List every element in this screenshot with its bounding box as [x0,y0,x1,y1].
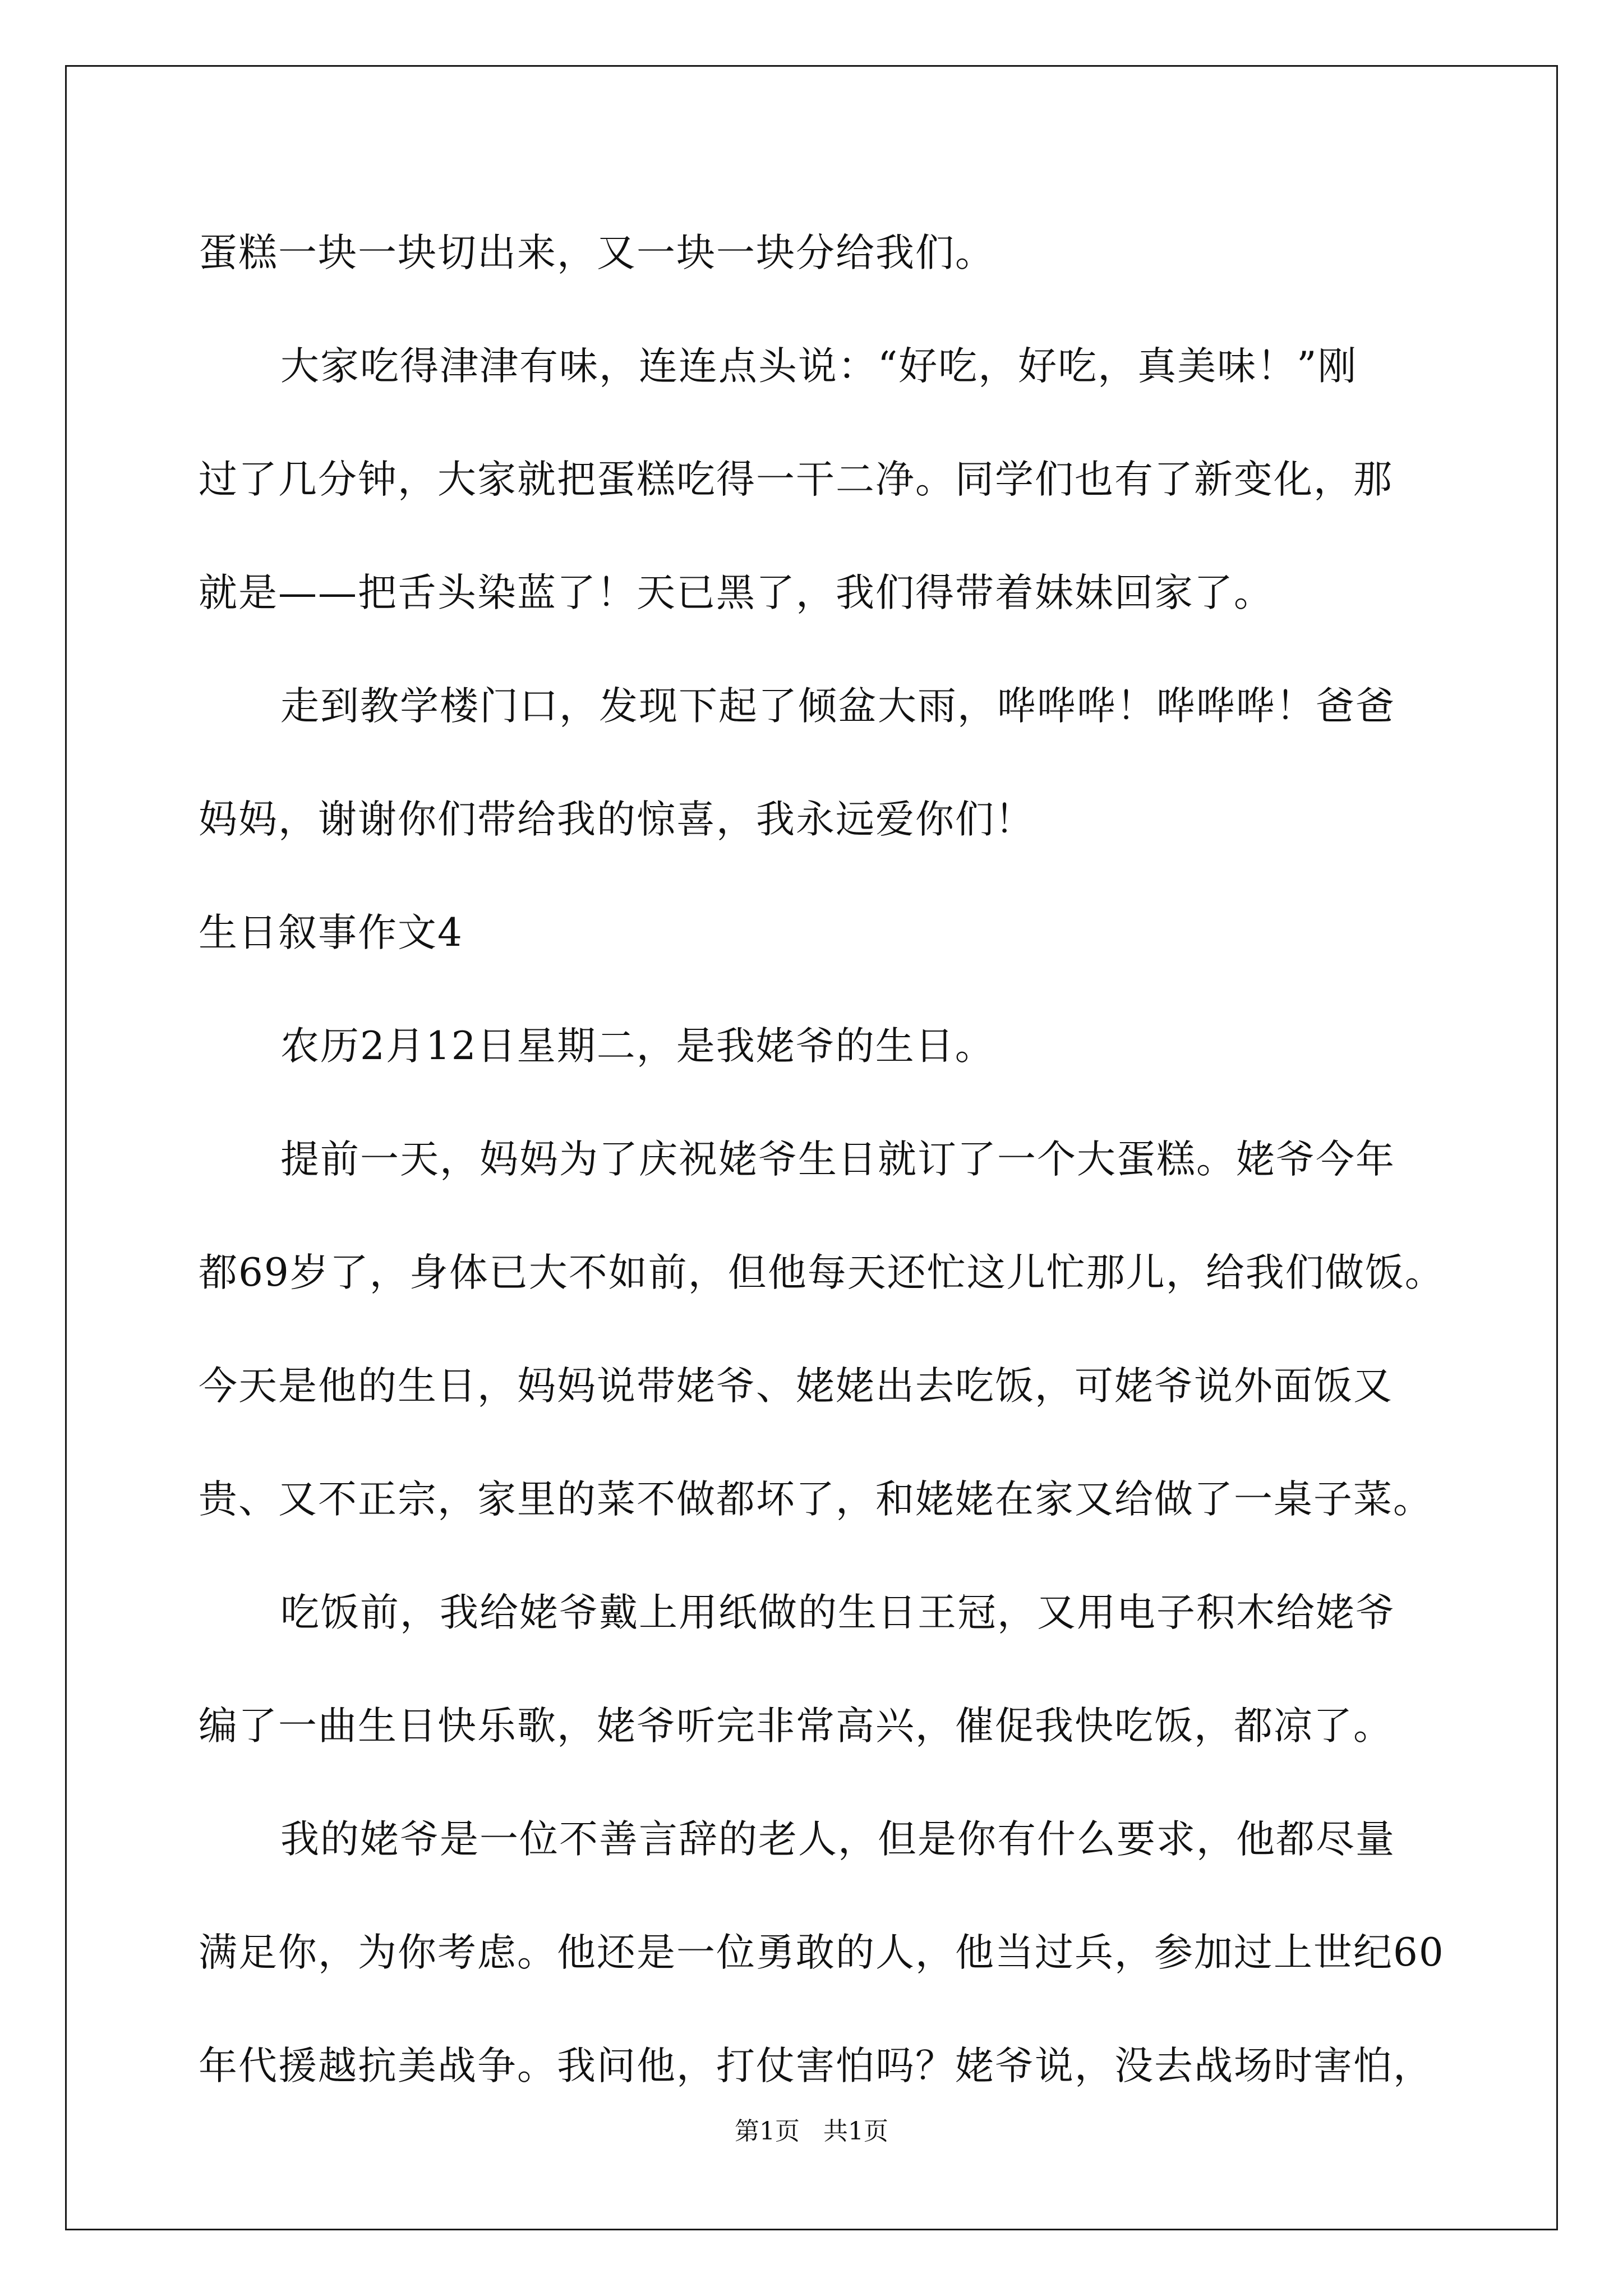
paragraph-line: 吃饭前，我给姥爷戴上用纸做的生日王冠，又用电子积木给姥爷 [280,1590,1395,1635]
paragraph-line: 妈妈，谢谢你们带给我的惊喜，我永远爱你们！ [199,797,1035,842]
paragraph-line: 农历2月12日星期二，是我姥爷的生日。 [280,1024,995,1069]
page-number-footer: 第1页 共1页 [735,2117,888,2146]
paragraph-line: 都69岁了，身体已大不如前，但他每天还忙这儿忙那儿，给我们做饭。 [199,1250,1445,1295]
paragraph-line: 年代援越抗美战争。我问他，打仗害怕吗？姥爷说，没去战场时害怕， [199,2044,1433,2088]
paragraph-line: 贵、又不正宗，家里的菜不做都坏了，和姥姥在家又给做了一桌子菜。 [199,1477,1433,1522]
paragraph-line: 我的姥爷是一位不善言辞的老人，但是你有什么要求，他都尽量 [280,1817,1395,1862]
paragraph-line: 编了一曲生日快乐歌，姥爷听完非常高兴，催促我快吃饭，都凉了。 [199,1704,1393,1749]
paragraph-line: 走到教学楼门口，发现下起了倾盆大雨，哗哗哗！哗哗哗！爸爸 [280,684,1395,729]
paragraph-line: 大家吃得津津有味，连连点头说：“好吃，好吃，真美味！”刚 [280,344,1358,389]
section-heading: 生日叙事作文4 [199,910,463,955]
paragraph-line: 满足你，为你考虑。他还是一位勇敢的人，他当过兵，参加过上世纪60 [199,1930,1445,1975]
document-body [199,217,1445,2143]
paragraph-line: 就是——把舌头染蓝了！天已黑了，我们得带着妹妹回家了。 [199,570,1274,615]
paragraph-line: 提前一天，妈妈为了庆祝姥爷生日就订了一个大蛋糕。姥爷今年 [280,1137,1395,1182]
paragraph-line: 今天是他的生日，妈妈说带姥爷、姥姥出去吃饭，可姥爷说外面饭又 [199,1364,1393,1409]
paragraph-line: 蛋糕一块一块切出来，又一块一块分给我们。 [199,231,995,275]
paragraph-line: 过了几分钟，大家就把蛋糕吃得一干二净。同学们也有了新变化，那 [199,457,1393,502]
